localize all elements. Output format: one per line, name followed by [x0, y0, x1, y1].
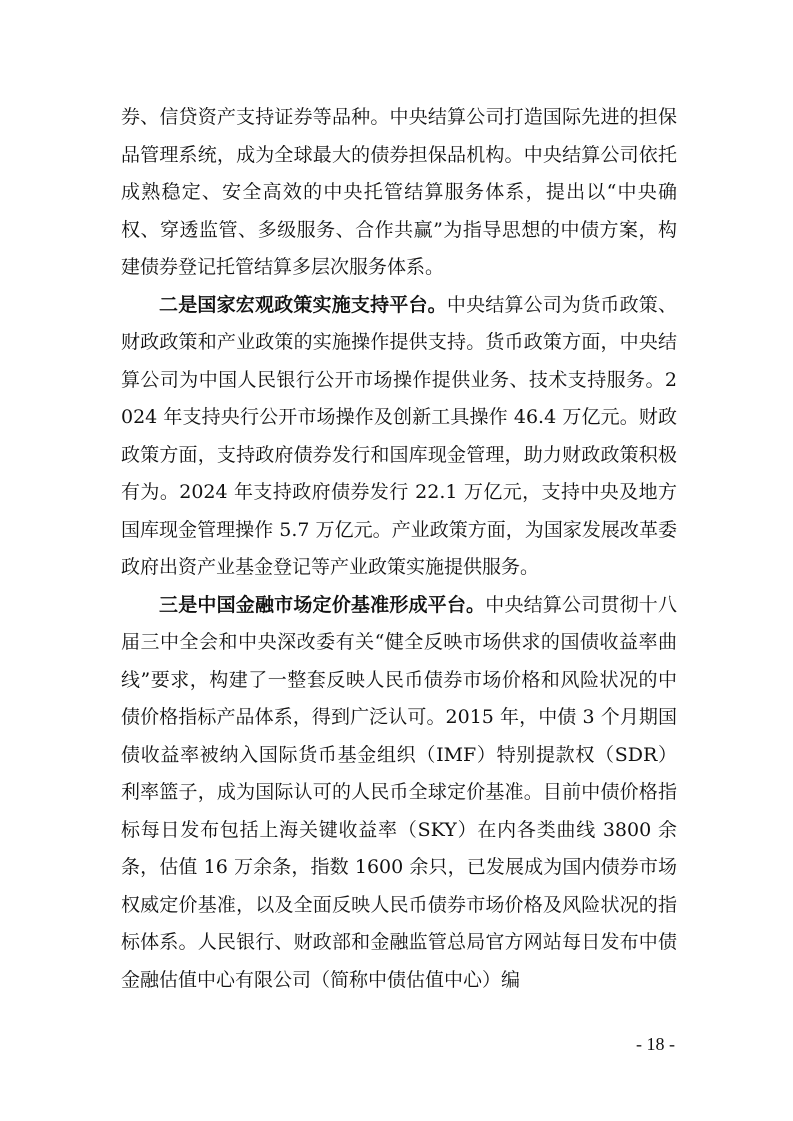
paragraph-text: 券、信贷资产支持证券等品种。中央结算公司打造国际先进的担保品管理系统，成为全球最大的债券担保品机构。中央结算公司依托成熟稳定、安全高效的中央托管结算服务体系，提出以“中央确权、穿透监管、多级服务、合作共赢”为指导思想的中债方案，构建债券登记托管结算多层次服务体系。 [121, 106, 677, 278]
paragraph-lead-heading: 二是国家宏观政策实施支持平台。 [159, 293, 447, 316]
paragraph-text: 中央结算公司贯彻十八届三中全会和中央深改委有关“健全反映市场供求的国债收益率曲线”要求，构建了一整套反映人民币债券市场价格和风险状况的中债价格指标产品体系，得到广泛认可。2015 年，中债 3 个月期国债收益率被纳入国际货币基金组织（IMF）特别提款权（SDR）利率篮子，成为国际认可的人民币全球定价基准。目前中债价格指标每日发布包括上海关键收益率（SKY）在内各类曲线 3800 余条，估值 16 万余条，指数 1600 余只，已发展成为国内债券市场权威定价基准，以及全面反映人民币债券市场价格及风险状况的指标体系。人民银行、财政部和金融监管总局官方网站每日发布中债金融估值中心有限公司（简称中债估值中心）编 [121, 593, 677, 991]
paragraph-continuation [121, 99, 677, 287]
page-number: - 18 - [636, 1034, 675, 1054]
paragraph-pricing-benchmark-platform [121, 587, 677, 1000]
paragraph-lead-heading: 三是中国金融市场定价基准形成平台。 [159, 593, 486, 616]
body-text [121, 99, 677, 999]
paragraph-policy-support-platform [121, 287, 677, 587]
paragraph-text: 中央结算公司为货币政策、财政政策和产业政策的实施操作提供支持。货币政策方面，中央结算公司为中国人民银行公开市场操作提供业务、技术支持服务。2024 年支持央行公开市场操作及创新工具操作 46.4 万亿元。财政政策方面，支持政府债券发行和国库现金管理，助力财政政策积极有为。2024 年支持政府债券发行 22.1 万亿元，支持中央及地方国库现金管理操作 5.7 万亿元。产业政策方面，为国家发展改革委政府出资产业基金登记等产业政策实施提供服务。 [121, 293, 677, 578]
